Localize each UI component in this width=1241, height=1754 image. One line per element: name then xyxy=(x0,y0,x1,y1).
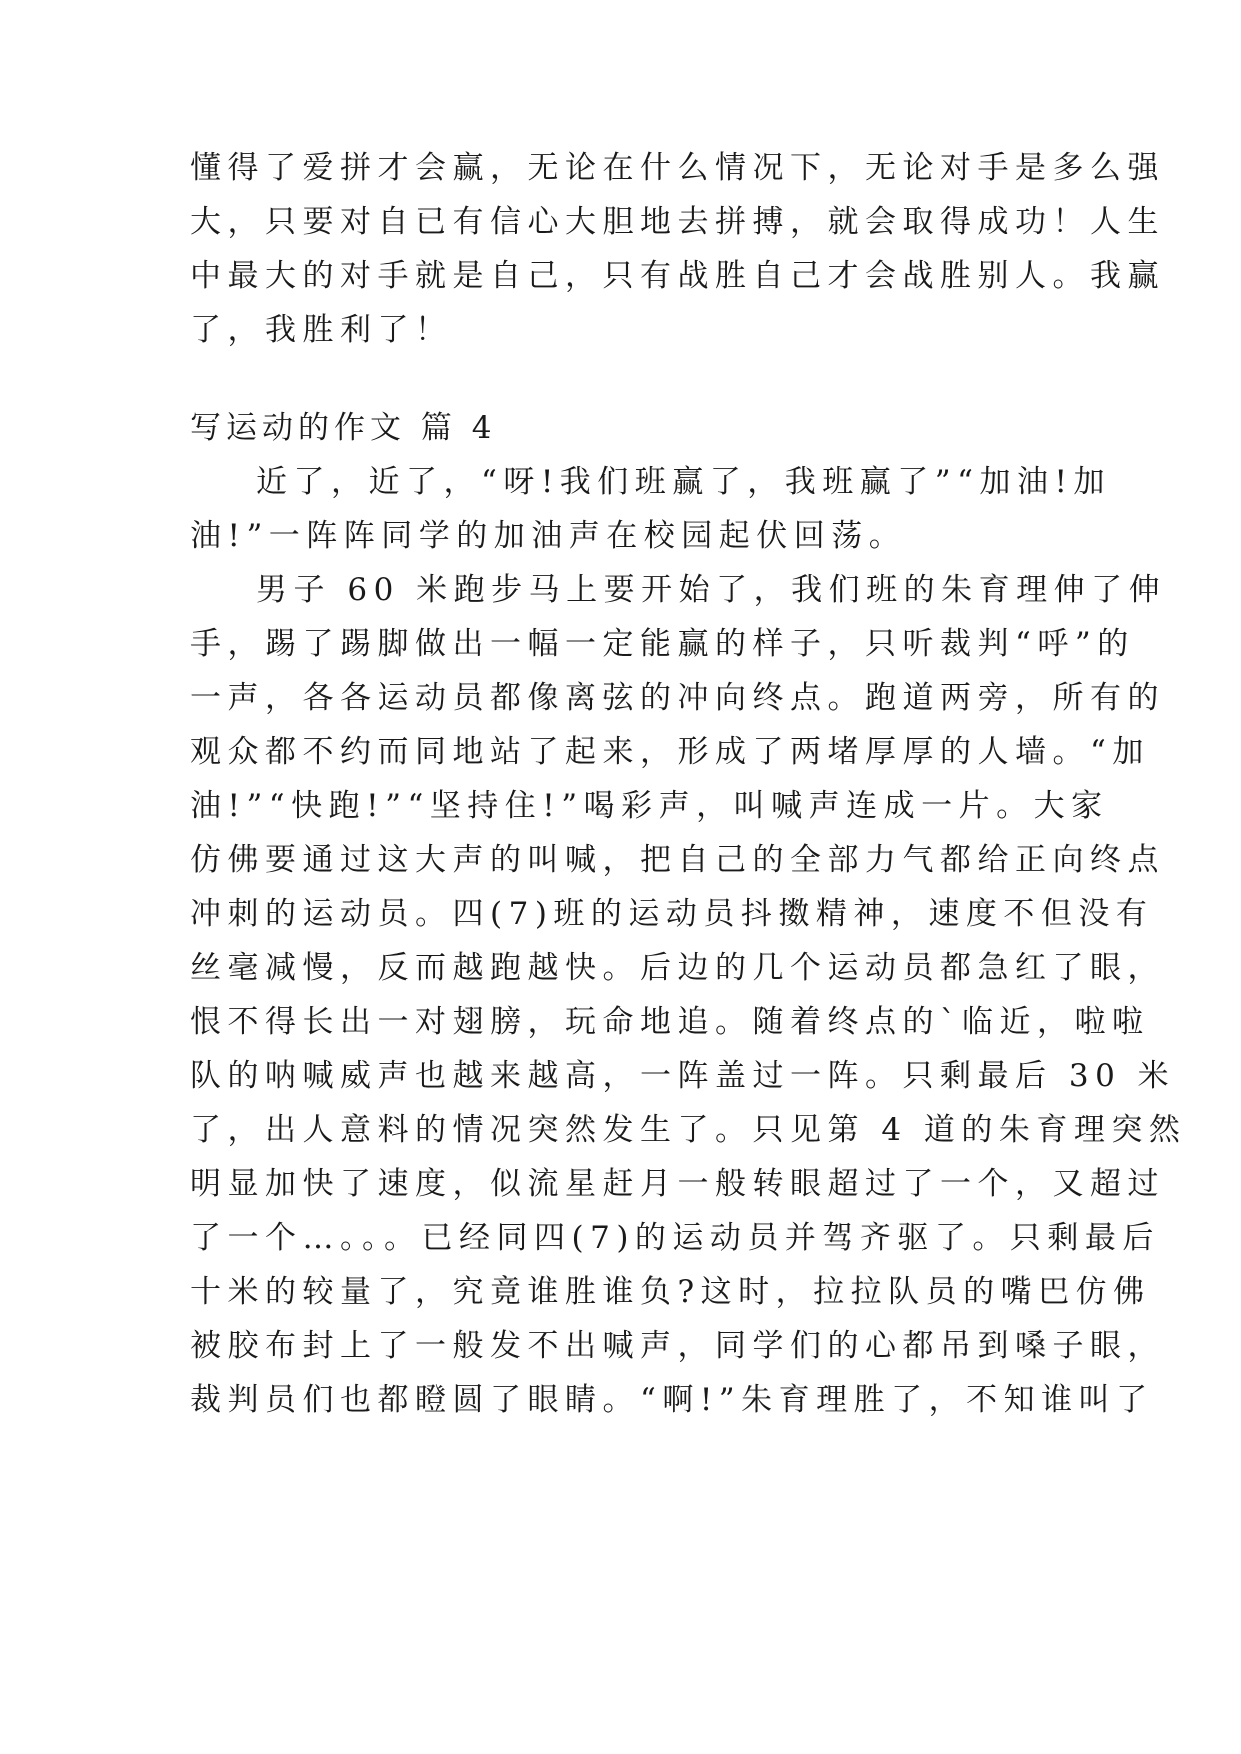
text-line: 男子 60 米跑步马上要开始了，我们班的朱育理伸了伸 xyxy=(256,572,1167,608)
text-line: 丝毫减慢，反而越跑越快。后边的几个运动员都急红了眼， xyxy=(190,950,1165,986)
text-line: 仿佛要通过这大声的叫喊，把自己的全部力气都给正向终点 xyxy=(190,842,1165,878)
text-line: 懂得了爱拼才会赢，无论在什么情况下，无论对手是多么强 xyxy=(190,150,1165,186)
text-line: 裁判员们也都瞪圆了眼睛。“啊!”朱育理胜了，不知谁叫了 xyxy=(190,1382,1154,1418)
text-line: 冲刺的运动员。四(7)班的运动员抖擞精神，速度不但没有 xyxy=(190,896,1154,932)
text-line: 十米的较量了，究竟谁胜谁负?这时，拉拉队员的嘴巴仿佛 xyxy=(190,1274,1151,1310)
text-line: 了，我胜利了！ xyxy=(190,312,453,348)
text-line: 油!”“快跑!”“坚持住!”喝彩声，叫喊声连成一片。大家 xyxy=(190,788,1109,824)
text-line: 中最大的对手就是自己，只有战胜自己才会战胜别人。我赢 xyxy=(190,258,1165,294)
text-line: 大，只要对自已有信心大胆地去拼搏，就会取得成功！人生 xyxy=(190,204,1165,240)
text-line: 油!”一阵阵同学的加油声在校园起伏回荡。 xyxy=(190,518,907,554)
text-line: 近了，近了，“呀!我们班赢了，我班赢了”“加油!加 xyxy=(256,464,1111,500)
text-line: 了，出人意料的情况突然发生了。只见第 4 道的朱育理突然 xyxy=(190,1112,1187,1148)
text-line: 观众都不约而同地站了起来，形成了两堵厚厚的人墙。“加 xyxy=(190,734,1150,770)
text-line: 队的呐喊威声也越来越高，一阵盖过一阵。只剩最后 30 米 xyxy=(190,1058,1176,1094)
text-line: 手，踢了踢脚做出一幅一定能赢的样子，只听裁判“呼”的 xyxy=(190,626,1135,662)
text-line: 明显加快了速度，似流星赶月一般转眼超过了一个，又超过 xyxy=(190,1166,1165,1202)
text-line: 了一个…。。。已经同四(7)的运动员并驾齐驱了。只剩最后 xyxy=(190,1220,1160,1256)
text-line: 一声，各各运动员都像离弦的冲向终点。跑道两旁，所有的 xyxy=(190,680,1165,716)
text-line: 恨不得长出一对翅膀，玩命地追。随着终点的`临近，啦啦 xyxy=(190,1004,1150,1040)
text-line: 被胶布封上了一般发不出喊声，同学们的心都吊到嗓子眼， xyxy=(190,1328,1165,1364)
section-heading: 写运动的作文 篇 4 xyxy=(190,410,497,446)
